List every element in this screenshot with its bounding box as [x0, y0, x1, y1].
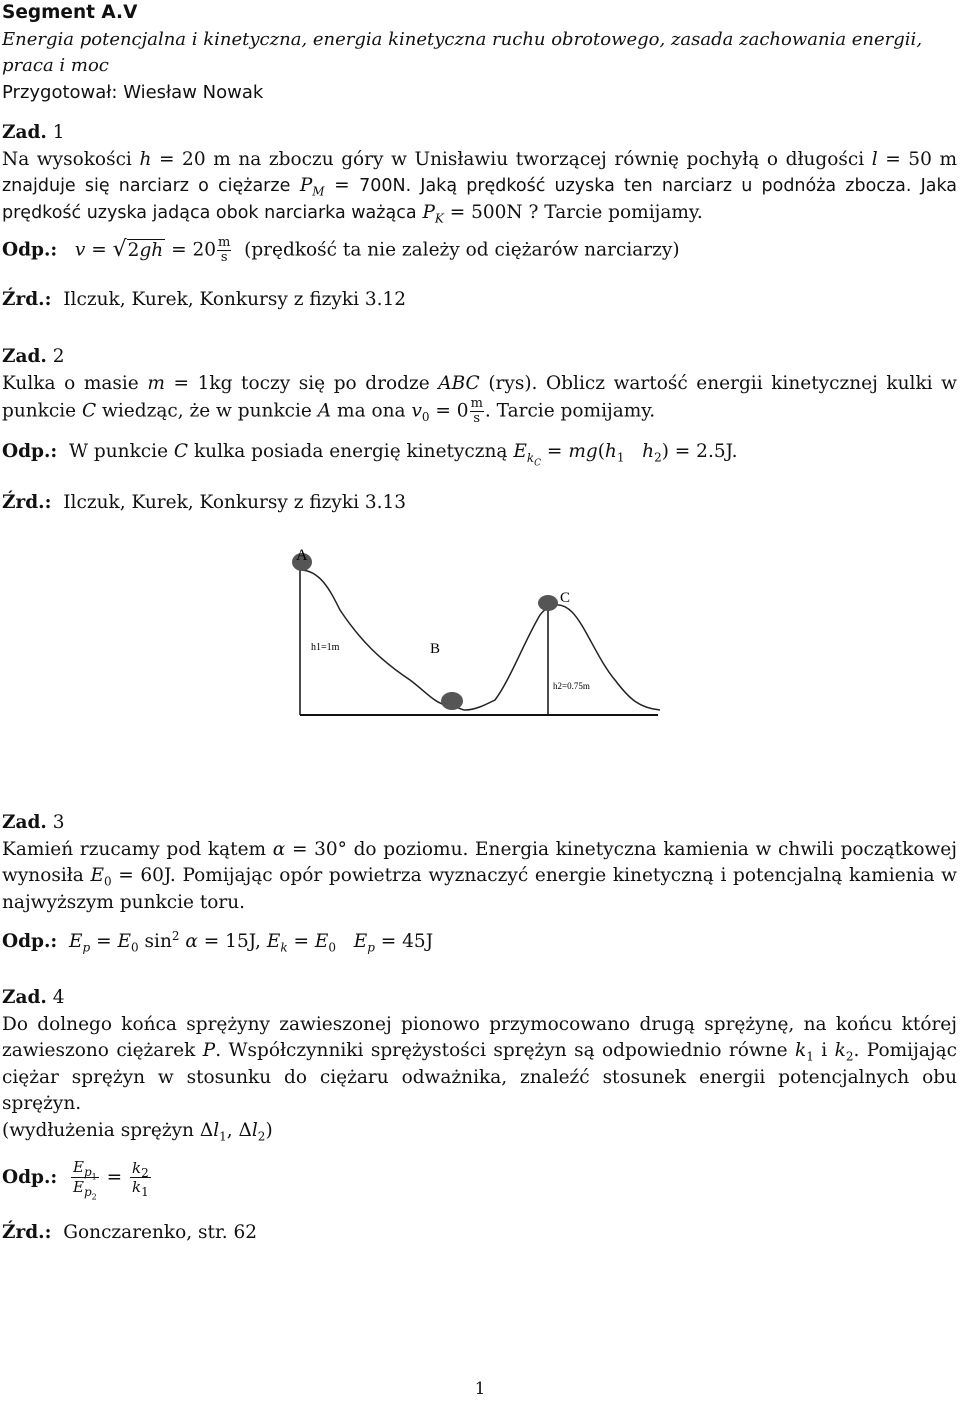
- source: Źrd.: Ilczuk, Kurek, Konkursy z fizyki 3.13: [2, 491, 407, 513]
- problem-statement: Na wysokości h = 20 m na zboczu góry w Unisławiu tworzącej równię pochyłą o długości l = 50 m znajduje się narciarz o ciężarze $P_M = 700N$. Jaką prędkość uzyska ten narciarz u podnóża zbocza. Jaka prędkość uzyska jadąca obok narciarka ważąca $P_K = 500N$ ? Tarcie pomijamy.: [2, 148, 958, 226]
- problem-heading: Zad. 4: [2, 987, 65, 1008]
- subtitle-line-1: Energia potencjalna i kinetyczna, energia kinetyczna ruchu obrotowego, zasada zachowania energii,: [2, 28, 923, 50]
- problem-heading: Zad. 2: [2, 346, 65, 367]
- segment-title: Segment A.V: [2, 2, 138, 23]
- track-figure: [280, 540, 680, 720]
- problem-4: [2, 985, 957, 1246]
- label-a: A: [296, 547, 308, 564]
- track-curve: [300, 570, 660, 710]
- problem-2: [2, 344, 957, 516]
- problem-heading: Zad. 3: [2, 812, 65, 833]
- problem-heading: Zad. 1: [2, 122, 65, 143]
- author-line: Przygotował: Wiesław Nowak: [2, 81, 264, 103]
- problem-statement: Do dolnego końca sprężyny zawieszonej pionowo przymocowano drugą sprężynę, na końcu której zawieszono ciężarek P. Współczynniki sprężystości sprężyn są odpowiednio równe $k_1$ i $k_2$. Pomijając ciężar sprężyn w stosunku do ciężaru odważnika, znaleźć stosunek energii potencjalnych obu sprężyn. (wydłużenia sprężyn $\Delta l_1$, $\Delta l_2$): [2, 1013, 957, 1144]
- ball-c: [538, 595, 558, 611]
- problem-3: [2, 810, 957, 956]
- label-c: C: [560, 590, 571, 606]
- document-header: [2, 0, 957, 106]
- answer: Odp.: W punkcie C kulka posiada energię kinetyczną $E_{k_C} = mg(h_1$ $h_2) = 2.5J$.: [2, 441, 738, 469]
- ball-b: [441, 692, 463, 710]
- label-h2: h2=0.75m: [553, 681, 590, 691]
- problem-1: [2, 120, 957, 314]
- source: Źrd.: Ilczuk, Kurek, Konkursy z fizyki 3.12: [2, 289, 407, 310]
- problem-statement: Kulka o masie m = 1kg toczy się po drodze ABC (rys). Oblicz wartość energii kinetycznej kulki w punkcie C wiedząc, że w punkcie A ma ona $v_0 = 0$ $\frac{m}{s}$ . Tarcie pomijamy.: [2, 372, 958, 426]
- label-b: B: [430, 641, 441, 657]
- source: Źrd.: Gonczarenko, str. 62: [2, 1221, 258, 1243]
- answer: Odp.: $\frac{E_{p_1}}{E_{p_2}}$ = $\frac{k_2}{k_1}$: [2, 1158, 149, 1202]
- subtitle-line-2: praca i moc: [2, 55, 109, 76]
- page-number: 1: [474, 1379, 486, 1399]
- label-h1: h1=1m: [311, 642, 340, 653]
- problem-statement: Kamień rzucamy pod kątem α = 30° do poziomu. Energia kinetyczna kamienia w chwili początkowej wynosiła $E_0 = 60J$. Pomijając opór powietrza wyznaczyć energie kinetyczną i potencjalną kamienia w najwyższym punkcie toru.: [2, 838, 957, 913]
- answer: Odp.: v = √2gh = 20 $\frac{m}{s}$ (prędkość ta nie zależy od ciężarów narciarzy): [2, 235, 680, 265]
- answer: Odp.: $E_p = E_0$ $\sin^2 \alpha = 15J$, $E_k = E_0$ $E_p = 45J$: [2, 928, 434, 955]
